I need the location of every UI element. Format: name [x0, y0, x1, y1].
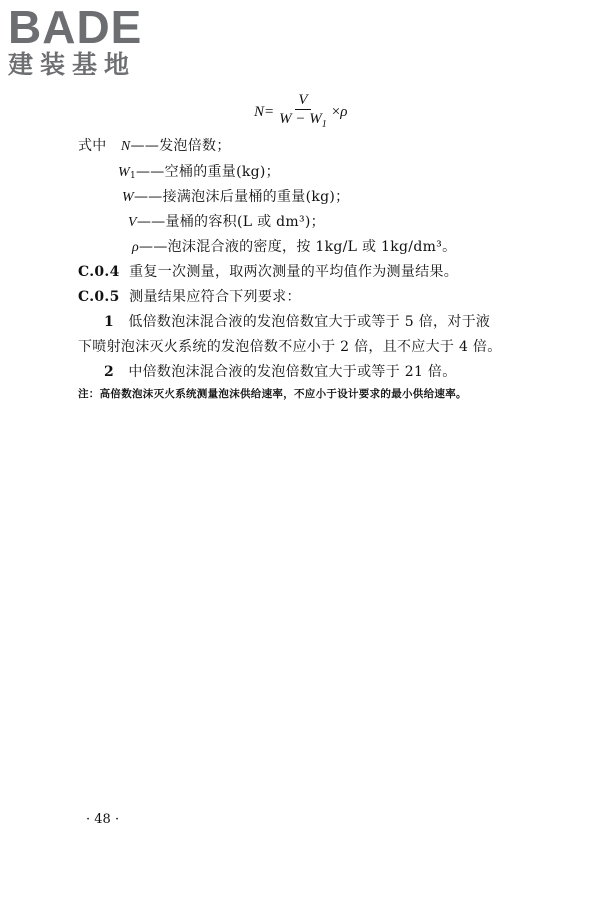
- clause-c05-number: C.0.5: [78, 289, 120, 305]
- denominator-subscript: 1: [321, 118, 327, 130]
- clause-c04: [78, 262, 458, 282]
- def-w-text: ——接满泡沫后量桶的重量(kg)；: [133, 189, 350, 205]
- def-n: [78, 136, 231, 157]
- foam-expansion-formula: [254, 92, 347, 132]
- item-2-number: 2: [104, 364, 115, 380]
- def-v-text: ——量桶的容积(L 或 dm³)；: [136, 214, 325, 230]
- formula-fraction: [276, 91, 330, 134]
- brand-logo: [8, 1, 178, 80]
- def-rho: [132, 237, 456, 258]
- item-2-text: 中倍数泡沫混合液的发泡倍数宜大于或等于 21 倍。: [128, 364, 457, 380]
- def-v: [128, 212, 325, 233]
- formula-denominator: [276, 110, 330, 134]
- def-rho-text: ——泡沫混合液的密度，按 1kg/L 或 1kg/dm³。: [139, 239, 457, 255]
- def-w1: [118, 162, 280, 186]
- item-1-text-2: 下喷射泡沫灭火系统的发泡倍数不应小于 2 倍，且不应大于 4 倍。: [78, 339, 502, 355]
- logo-wordmark: BADE: [8, 1, 143, 53]
- item-1-text-1: 低倍数泡沫混合液的发泡倍数宜大于或等于 5 倍，对于液: [128, 314, 491, 330]
- def-intro: 式中: [78, 138, 107, 154]
- def-v-symbol: V: [128, 215, 137, 230]
- clause-c05: [78, 287, 301, 307]
- footnote: 注：高倍数泡沫灭火系统测量泡沫供给速率，不应小于设计要求的最小供给速率。: [78, 388, 467, 400]
- def-w1-subscript: 1: [129, 171, 136, 181]
- def-w1-symbol: W: [118, 165, 130, 180]
- def-rho-symbol: ρ: [132, 240, 140, 255]
- item-1-line-1: [104, 312, 490, 332]
- item-1-line-2: [78, 337, 502, 357]
- clause-c04-number: C.0.4: [78, 264, 120, 280]
- clause-c04-text: 重复一次测量，取两次测量的平均值作为测量结果。: [129, 264, 459, 280]
- item-2: [104, 362, 457, 382]
- page-number: · 48 ·: [86, 812, 120, 827]
- item-1-number: 1: [104, 314, 115, 330]
- formula-lhs: N=: [254, 103, 275, 120]
- denominator-text: W − W: [279, 110, 322, 127]
- formula-numerator: V: [295, 91, 310, 110]
- clause-c05-text: 测量结果应符合下列要求：: [129, 289, 301, 305]
- logo-subtitle: 建装基地: [8, 50, 137, 79]
- def-w-symbol: W: [122, 190, 134, 205]
- formula-times: ×: [331, 103, 341, 120]
- formula-rho: ρ: [340, 103, 348, 120]
- def-n-text: ——发泡倍数；: [130, 138, 231, 154]
- def-n-symbol: N: [120, 139, 131, 154]
- def-w1-text: ——空桶的重量(kg)；: [136, 164, 280, 180]
- def-w: [122, 187, 349, 208]
